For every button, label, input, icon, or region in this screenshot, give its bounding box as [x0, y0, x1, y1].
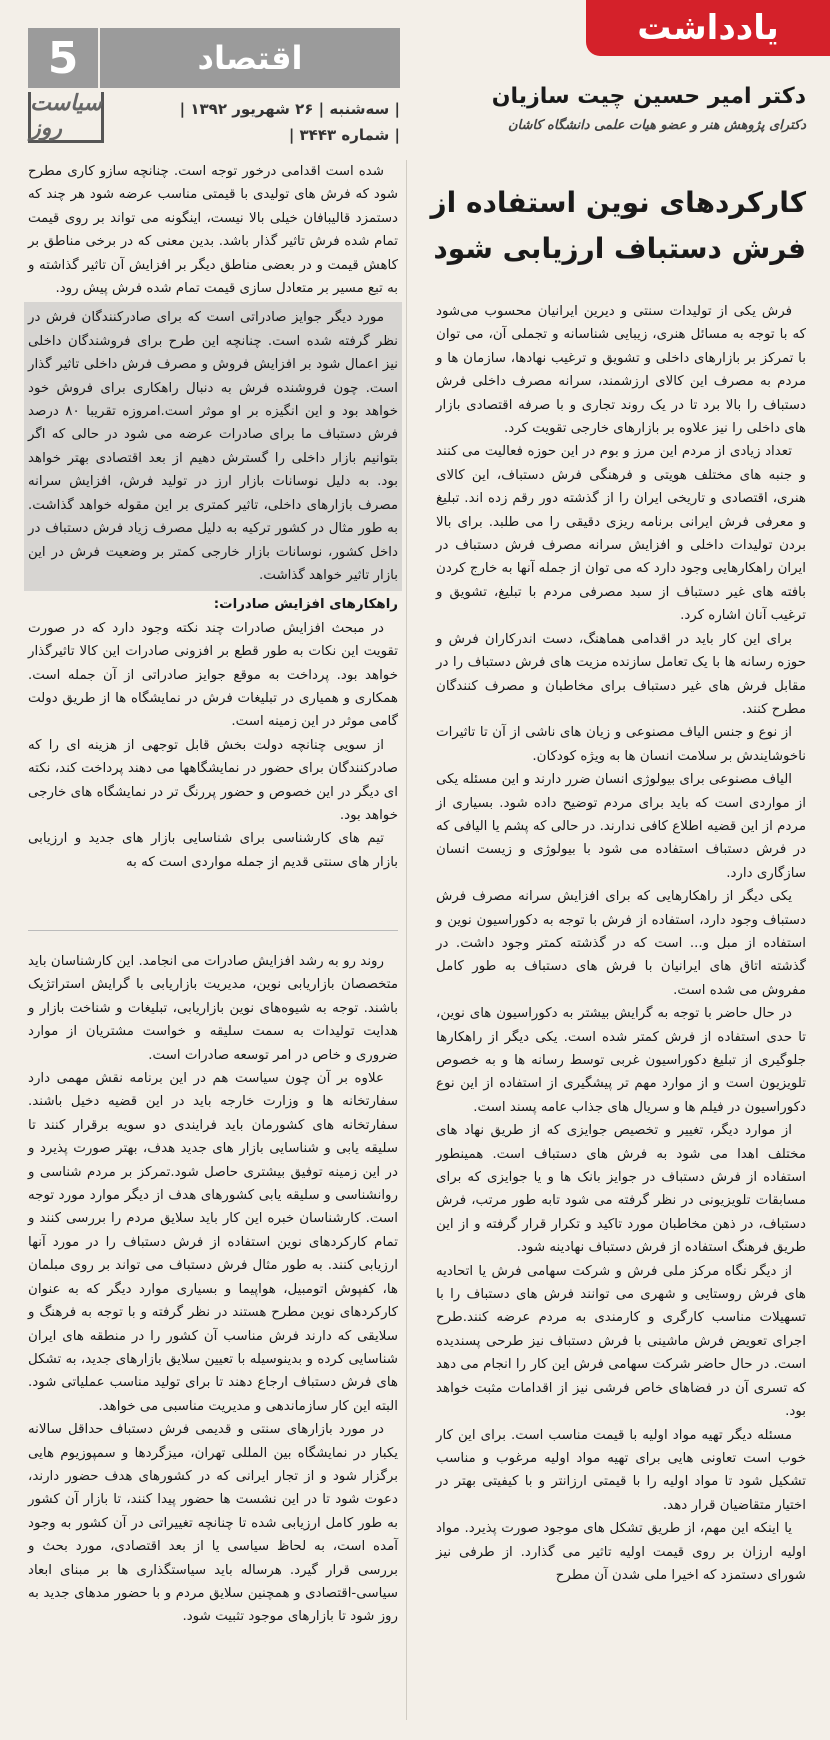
paragraph: یا اینکه این مهم، از طریق تشکل های موجود صورت پذیرد. مواد اولیه ارزان بر روی قیمت اولیه تاثیر می گذارد. از طرفی نیز شورای دستمزد که اخیرا ملی شدن آن مطرح — [436, 1521, 806, 1583]
paragraph: روند رو به رشد افزایش صادرات می انجامد. این کارشناسان باید متخصصان بازاریابی نوین، مدیریت بازاریابی با گرایش استراتژیک باشند. توجه به شیوه‌های نوین بازاریابی، تبلیغات و شناخت بازار و هدایت تولیدات به سمت سلیقه و خواست مشتریان از موارد ضروری و خاص در امر توسعه صادرات است. — [28, 954, 398, 1063]
paragraph: در مورد بازارهای سنتی و قدیمی فرش دستباف حداقل سالانه یکبار در نمایشگاه بین المللی تهران، میزگردها و سمپوزیوم هایی برگزار شود و از تجار ایرانی که در کشورهای هدف حضور دارند، دعوت شود تا در این نشست ها حضور پیدا کنند، تا بازار آن کشور به طور کامل ارزیابی شده تا چنانچه تغییراتی در آن کشور به وجود آمده است، به لحاظ سیاسی یا از بعد اقتصادی، مورد بحث و بررسی قرار گیرد. هرساله باید سیاستگذاری ها بر مبنای ابعاد سیاسی-اقتصادی و همچنین سلایق مردم و با حضور مدهای جدید به روز شود تا بازارهای موجود تثبیت شود. — [28, 1422, 398, 1625]
paragraph: از نوع و جنس الیاف مصنوعی و زیان های ناشی از آن تا تاثیرات ناخوشایندش بر سلامت انسان ها به ویژه کودکان. — [436, 725, 806, 764]
newspaper-logo: سیاست روز — [28, 92, 104, 143]
paragraph: فرش یکی از تولیدات سنتی و دیرین ایرانیان محسوب می‌شود که با توجه به مسائل هنری، زیبایی شناسانه و تجملی آن، می توان با تمرکز بر بازارهای داخلی و تشویق و ترغیب نهادها، سازمان ها و مردم به مصرف این کالای ارزشمند، سرانه مصرف داخلی فرش دستباف را بالا برد تا در یک روند تجاری و با صرفه اقتصادی بازار های داخلی را نیز علاوه بر بازارهای خارجی تقویت کرد. — [436, 304, 806, 437]
column-banner: یادداشت — [586, 0, 830, 56]
paragraph: مسئله دیگر تهیه مواد اولیه با قیمت مناسب است. برای این کار خوب است تعاونی هایی برای تهیه مواد اولیه مرغوب و مناسب تشکیل شود تا مواد اولیه را با قیمتی ارزانتر و با کیفیتی بهتر در اختیار متقاضیان قرار دهد. — [436, 1427, 806, 1513]
article-column-left-bottom — [28, 950, 398, 1629]
paragraph: تعداد زیادی از مردم این مرز و بوم در این حوزه فعالیت می کنند و جنبه های مختلف هویتی و فرهنگی فرش دستباف، این کالای هنری، اقتصادی و تاریخی ایران را از گذشته دور رقم زده اند. تبلیغ و معرفی فرش ایرانی برنامه ریزی دقیقی را می طلبد. برای بالا بردن تولیدات داخلی و افزایش سرانه مصرف فرش دستباف در ایران راهکارهایی وجود دارد که می توان از جمله آنها به خارج کردن بافته های غیر دستباف از سبد مصرفی مردم با تبلیغ، تشویق و ترغیب آنان اشاره کرد. — [436, 444, 806, 624]
paragraph: از دیگر نگاه مرکز ملی فرش و شرکت سهامی فرش یا اتحادیه های فرش روستایی و شهری می توانند فرش های دستباف را با تسهیلات مناسب کارگری و کارمندی به مردم عرضه کنند.طرح اجرای تعویض فرش ماشینی با فرش دستباف نیز طرحی پسندیده است. در حال حاضر شرکت سهامی فرش این کار را انجام می دهد که تسری آن در فضاهای خاص فرشی نیز از اقدامات مثبت خواهد بود. — [436, 1263, 806, 1420]
paragraph: از سویی چنانچه دولت بخش قابل توجهی از هزینه ای را که صادرکنندگان برای حضور در نمایشگاهها می دهند پرداخت کند، نکته ای دیگر در این خصوص و حضور پررنگ تر در نمایشگاه های خارجی خواهد بود. — [28, 737, 398, 823]
article-headline: کارکردهای نوین استفاده از فرش دستباف ارزیابی شود — [430, 186, 806, 265]
column-divider — [406, 160, 407, 1720]
paragraph: در مبحث افزایش صادرات چند نکته وجود دارد که در صورت تقویت این نکات به طور قطع بر افزونی صادرات این کالا تاثیرگذار خواهد بود. پرداخت به موقع جوایز صادراتی از آن جمله است. همکاری و همیاری در تبلیغات فرش در نمایشگاه ها از طریق دولت گامی موثر در این زمینه است. — [28, 620, 398, 730]
paragraph: تیم های کارشناسی برای شناسایی بازار های جدید و ارزیابی بازار های سنتی قدیم از جمله مواردی است که به — [28, 831, 398, 870]
paragraph: الیاف مصنوعی برای بیولوژی انسان ضرر دارند و این مسئله یکی از مواردی است که باید برای مردم توضیح داده شود. بسیاری از مردم از این قضیه اطلاع کافی ندارند. در حالی که پشم یا الیافی که در فرش دستباف استفاده می شود با بیولوژی و زیست انسان سازگاری دارد. — [436, 772, 806, 881]
article-column-right — [436, 300, 806, 1587]
paragraph: برای این کار باید در اقدامی هماهنگ، دست اندرکاران فرش و حوزه رسانه ها با یک تعامل سازنده مزیت های فرش دستباف را در مقابل فرش های غیر دستباف برای مخاطبان و مصرف کنندگان مطرح کنند. — [436, 631, 806, 717]
paragraph: مورد دیگر جوایز صادراتی است که برای صادرکنندگان فرش در نظر گرفته شده است. چنانچه این طرح برای فروشندگان داخلی نیز اعمال شود بر افزایش فروش و مصرف فرش داخلی تاثیر گذار است. چون فروشنده فرش به دنبال راهکاری برای فروش خود خواهد بود و این انگیزه بر او موثر است.امروزه تقریبا ۸۰ درصد فرش دستباف ما برای صادرات عرضه می شود در حالی که اگر بتوانیم بازار داخلی را گسترش دهیم از بعد اقتصادی بهتر خواهد بود. به دلیل نوسانات بازار ارز در تولید فرش، افزایش سرانه مصرف بازارهای داخلی، تاثیر کمتری بر این مقوله خواهد گذاشت. به طور مثال در کشور ترکیه به دلیل مصرف زیاد فرش دستباف در داخل کشور، نوسانات بازار خارجی کمتر بر وضعیت فرش در این بازار تاثیر خواهد گذاشت. — [28, 310, 398, 583]
paragraph: یکی دیگر از راهکارهایی که برای افزایش سرانه مصرف فرش دستباف وجود دارد، استفاده از فرش با توجه به دکوراسیون نوین و استفاده از مبل و... است که در گذشته کمتر وجود داشت. در گذشته اتاق های ایرانیان با فرش های دستباف به طور کامل مفروش می شده است. — [436, 889, 806, 998]
issue-line: | شماره ۳۴۴۳ | — [288, 126, 400, 144]
issue-info — [110, 96, 400, 148]
masthead — [0, 0, 400, 168]
paragraph: علاوه بر آن چون سیاست هم در این برنامه نقش مهمی دارد سفارتخانه ها و وزارت خارجه باید در این قضیه دخیل باشند. سفارتخانه های کشورمان باید فرایندی دو سویه برقرار کنند تا سلیقه یابی و شناسایی بازار های جدید هدف، بهتر صورت پذیرد و در این زمینه توفیق بیشتری حاصل شود.تمرکز بر مردم شناسی و روانشناسی و سلیقه یابی کشورهای هدف از دیگر موارد مورد توجه است. کارشناسان خبره این کار باید سلایق مردم را بررسی کنند و تمام کارکردهای نوین استفاده از فرش دستباف را در مورد آنها ارزیابی کنند. به طور مثال فرش دستباف می تواند بر روی مبلمان ها، کفپوش اتومبیل، هواپیما و بسیاری موارد دیگر که به عنوان کارکردهای نوین مطرح هستند در نظر گرفته و با توجه به فرهنگ و سلایقی که دارند فرش مناسب آن کشور را در منطقه های ایران شناسایی کرده و بدینوسیله با تعیین سلایق بازارهای جدید، به تشکل های فرش دستباف ارجاع دهند تا برای تولید مناسب عملیاتی شود. البته این کار سازماندهی و مدیریت مناسبی می خواهد. — [28, 1071, 398, 1414]
section-divider — [28, 930, 398, 931]
paragraph: از موارد دیگر، تغییر و تخصیص جوایزی که از طریق نهاد های مختلف اهدا می شود به فرش های دستباف است. همینطور استفاده از فرش دستباف در جوایز بانک ها و یا جوایزی که برای مسابقات تلویزیونی در نظر گرفته می شود تابه طور مرتب، فرش دستباف، در ذهن مخاطبان مورد تاکید و تکرار قرار گرفته و از این طریق فرهنگ استفاده از فرش دستباف نهادینه شود. — [436, 1123, 806, 1256]
author-description: دکترای پژوهش هنر و عضو هیات علمی دانشگاه کاشان — [507, 118, 806, 133]
article-column-left-top — [28, 160, 398, 874]
section-header — [28, 28, 400, 88]
author-name: دکتر امیر حسین چیت سازیان — [491, 84, 806, 109]
subheading: راهکارهای افزایش صادرات: — [213, 597, 398, 613]
highlighted-paragraph — [24, 302, 402, 591]
paragraph: در حال حاضر با توجه به گرایش بیشتر به دکوراسیون های نوین، تا حدی استفاده از فرش کمتر شده است. یکی دیگر از راهکارها جلوگیری از تبلیغ دکوراسیون غربی توسط رسانه ها و به خصوص تلویزیون است و از موارد مهم تر پیشگیری از استفاده از این نوع دکوراسیون در فیلم ها و سریال های جذاب عامه پسند است. — [436, 1006, 806, 1115]
section-title: اقتصاد — [197, 39, 303, 77]
page-number: 5 — [28, 28, 100, 88]
date-line: | سه‌شنبه | ۲۶ شهریور ۱۳۹۲ | — [179, 100, 400, 118]
paragraph: شده است اقدامی درخور توجه است. چنانچه سازو کاری مطرح شود که فرش های تولیدی با قیمتی مناسب عرضه شود هر چند که دستمزد قالیبافان خیلی بالا نیست، اینگونه می تواند بر روی قیمت تمام شده فرش تاثیر گذار باشد. بدین معنی که در برخی مناطق بر کاهش قیمت و در بعضی مناطق دیگر بر افزایش آن تاثیر گذاشته و به تبع مسیر بر متعادل سازی قیمت تمام شده فرش پیش رود. — [28, 164, 398, 297]
